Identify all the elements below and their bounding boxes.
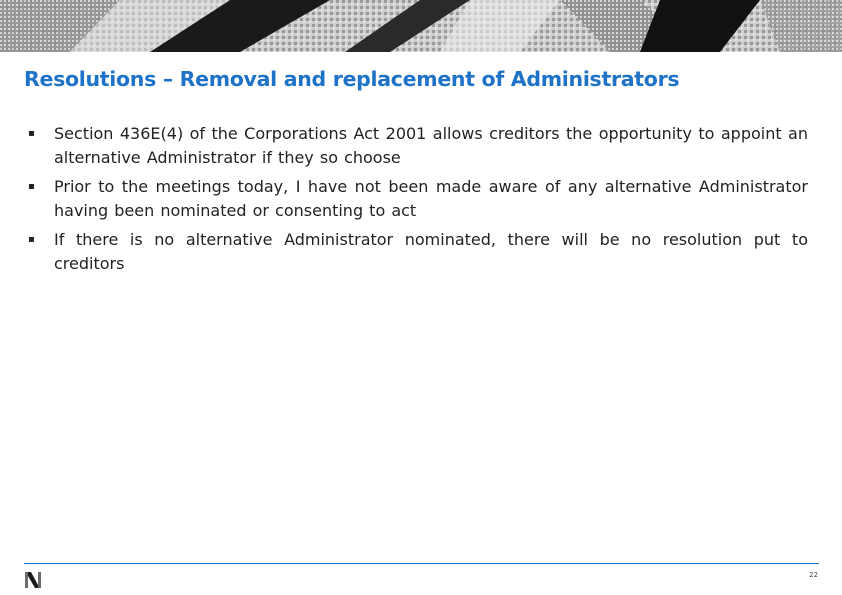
bullet-item [28,122,808,170]
slide-title: Resolutions – Removal and replacement of Administrators [24,67,680,91]
bullet-text: If there is no alternative Administrator nominated, there will be no resolution put to creditors [54,230,808,273]
footer-divider [24,563,819,564]
bullet-list [28,122,808,281]
banner-architecture-graphic [0,0,842,52]
header-banner-image [0,0,842,52]
bullet-text: Prior to the meetings today, I have not been made aware of any alternative Administrator having been nominated or consenting to act [54,177,808,220]
bullet-text: Section 436E(4) of the Corporations Act 2001 allows creditors the opportunity to appoint an alternative Administrator if they so choose [54,124,808,167]
bullet-square-icon: ▪ [28,181,35,192]
company-logo-icon [24,571,42,589]
bullet-square-icon: ▪ [28,234,35,245]
bullet-item [28,228,808,276]
bullet-item [28,175,808,223]
page-number: 22 [809,571,818,579]
bullet-square-icon: ▪ [28,128,35,139]
